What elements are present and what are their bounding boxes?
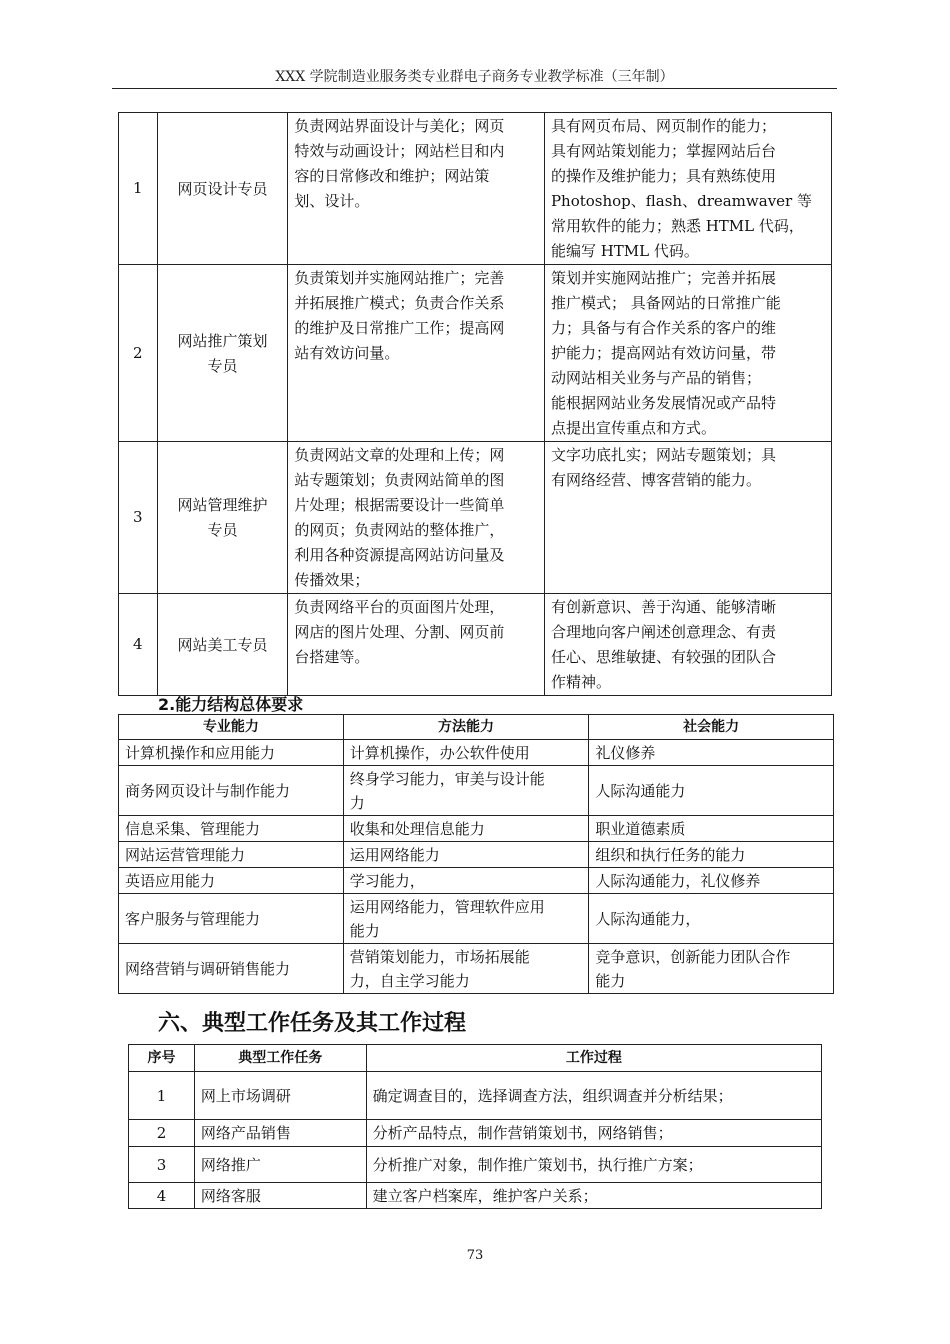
column-header: 专业能力: [119, 715, 344, 740]
table-row: [129, 1147, 822, 1183]
position-line: 网站管理维护: [177, 496, 268, 514]
method-cell: 运用网络能力: [343, 842, 589, 868]
task-cell: 网络推广: [194, 1147, 366, 1183]
table-row: [119, 842, 834, 868]
social-cell: 职业道德素质: [589, 816, 834, 842]
social-cell: [589, 944, 834, 994]
method-line: 力: [349, 794, 365, 812]
row-number: 1: [119, 113, 158, 265]
social-cell: 人际沟通能力，礼仪修养: [589, 868, 834, 894]
method-cell: 计算机操作，办公软件使用: [343, 740, 589, 766]
abilities-line: 推广模式； 具备网站的日常推广能: [550, 294, 781, 312]
column-header: 方法能力: [343, 715, 589, 740]
pro-cell: 网站运营管理能力: [119, 842, 344, 868]
row-number: 2: [129, 1120, 195, 1147]
abilities-line: 策划并实施网站推广；完善并拓展: [550, 269, 776, 287]
position-line: 专员: [207, 521, 238, 539]
header-rule: [112, 88, 837, 89]
social-cell: 人际沟通能力: [589, 766, 834, 816]
position-cell: [157, 265, 288, 442]
method-line: 力，自主学习能力: [349, 972, 470, 990]
duties-line: 利用各种资源提高网站访问量及: [294, 546, 505, 564]
process-cell: 确定调查目的，选择调查方法，组织调查并分析结果；: [366, 1072, 821, 1120]
abilities-line: 具有网页布局、网页制作的能力；: [550, 117, 776, 135]
abilities-line: 任心、思维敏捷、有较强的团队合: [550, 648, 776, 666]
process-cell: 建立客户档案库，维护客户关系；: [366, 1183, 821, 1209]
section-heading: 六、典型工作任务及其工作过程: [158, 1011, 467, 1036]
duties-line: 容的日常修改和维护；网站策: [294, 167, 490, 185]
task-cell: 网络客服: [194, 1183, 366, 1209]
column-header: 工作过程: [366, 1045, 821, 1072]
table-row: [119, 442, 832, 594]
abilities-line: 护能力；提高网站有效访问量，带: [550, 344, 776, 362]
pro-cell: 商务网页设计与制作能力: [119, 766, 344, 816]
row-number: 2: [119, 265, 158, 442]
position-cell: [157, 113, 288, 265]
table-row: [119, 113, 832, 265]
abilities-line: 作精神。: [550, 673, 611, 691]
duties-line: 站有效访问量。: [294, 344, 400, 362]
duties-line: 并拓展推广模式；负责合作关系: [294, 294, 505, 312]
table-row: [129, 1072, 822, 1120]
ability-structure-table: [118, 714, 834, 994]
table-row: [119, 766, 834, 816]
duties-line: 特效与动画设计；网站栏目和内: [294, 142, 505, 160]
duties-cell: [288, 594, 545, 696]
abilities-cell: [544, 442, 831, 594]
tasks-table: [128, 1044, 822, 1209]
task-cell: 网络产品销售: [194, 1120, 366, 1147]
method-cell: [343, 766, 589, 816]
duties-cell: [288, 113, 545, 265]
abilities-cell: [544, 594, 831, 696]
duties-cell: [288, 265, 545, 442]
social-cell: 人际沟通能力，: [589, 894, 834, 944]
pro-cell: 信息采集、管理能力: [119, 816, 344, 842]
task-cell: 网上市场调研: [194, 1072, 366, 1120]
abilities-line: 的操作及维护能力；具有熟练使用: [550, 167, 776, 185]
table-row: [119, 868, 834, 894]
duties-line: 片处理；根据需要设计一些简单: [294, 496, 505, 514]
abilities-line: 动网站相关业务与产品的销售；: [550, 369, 761, 387]
pro-cell: 计算机操作和应用能力: [119, 740, 344, 766]
position-cell: [157, 594, 288, 696]
column-header: 序号: [129, 1045, 195, 1072]
abilities-line: 常用软件的能力；熟悉 HTML 代码，: [550, 217, 804, 235]
duties-line: 负责网站界面设计与美化；网页: [294, 117, 505, 135]
method-line: 运用网络能力，管理软件应用: [349, 898, 545, 916]
duties-line: 负责网站文章的处理和上传；网: [294, 446, 505, 464]
process-cell: 分析产品特点，制作营销策划书，网络销售；: [366, 1120, 821, 1147]
method-cell: 收集和处理信息能力: [343, 816, 589, 842]
page-header: XXX 学院制造业服务类专业群电子商务专业教学标准（三年制）: [275, 69, 674, 85]
position-line: 网页设计专员: [177, 179, 268, 198]
duties-line: 的网页；负责网站的整体推广，: [294, 521, 505, 539]
social-line: 能力: [595, 972, 626, 990]
method-cell: 学习能力，: [343, 868, 589, 894]
table-row: [119, 816, 834, 842]
method-line: 能力: [349, 922, 380, 940]
row-number: 3: [129, 1147, 195, 1183]
abilities-line: 力；具备与有合作关系的客户的维: [550, 319, 776, 337]
process-cell: 分析推广对象，制作推广策划书，执行推广方案；: [366, 1147, 821, 1183]
position-line: 专员: [207, 356, 238, 375]
social-cell: 礼仪修养: [589, 740, 834, 766]
method-cell: [343, 944, 589, 994]
duties-line: 站专题策划；负责网站简单的图: [294, 471, 505, 489]
abilities-line: 文字功底扎实；网站专题策划；具: [550, 446, 776, 464]
abilities-line: 具有网站策划能力；掌握网站后台: [550, 142, 776, 160]
column-header: 社会能力: [589, 715, 834, 740]
abilities-line: 有网络经营、博客营销的能力。: [550, 471, 761, 489]
duties-line: 台搭建等。: [294, 648, 370, 666]
duties-line: 的维护及日常推广工作；提高网: [294, 319, 505, 337]
method-line: 营销策划能力，市场拓展能: [349, 948, 530, 966]
row-number: 3: [119, 442, 158, 594]
pro-cell: 客户服务与管理能力: [119, 894, 344, 944]
duties-line: 负责网络平台的页面图片处理，: [294, 598, 505, 616]
position-line: 网站美工专员: [177, 635, 268, 654]
pro-cell: 网络营销与调研销售能力: [119, 944, 344, 994]
abilities-cell: [544, 113, 831, 265]
abilities-line: Photoshop、flash、dreamwaver 等: [550, 192, 812, 210]
pro-cell: 英语应用能力: [119, 868, 344, 894]
position-line: 网站推广策划: [177, 331, 268, 350]
table-header-row: [129, 1045, 822, 1072]
abilities-line: 能根据网站业务发展情况或产品特: [550, 394, 776, 412]
abilities-line: 有创新意识、善于沟通、能够清晰: [550, 598, 776, 616]
duties-line: 传播效果；: [294, 571, 370, 589]
table-header-row: [119, 715, 834, 740]
duties-cell: [288, 442, 545, 594]
abilities-line: 点提出宣传重点和方式。: [550, 419, 716, 437]
page-number: 73: [466, 1248, 484, 1263]
table-row: [119, 894, 834, 944]
method-line: 终身学习能力，审美与设计能: [349, 770, 545, 788]
row-number: 4: [129, 1183, 195, 1209]
social-line: 竞争意识，创新能力团队合作: [595, 948, 791, 966]
table-row: [129, 1120, 822, 1147]
position-cell: [157, 442, 288, 594]
duties-line: 网店的图片处理、分割、网页前: [294, 623, 505, 641]
column-header: 典型工作任务: [194, 1045, 366, 1072]
row-number: 4: [119, 594, 158, 696]
table-row: [119, 740, 834, 766]
section-heading: 2.能力结构总体要求: [158, 695, 304, 714]
method-cell: [343, 894, 589, 944]
social-cell: 组织和执行任务的能力: [589, 842, 834, 868]
table-row: [119, 594, 832, 696]
table-row: [119, 265, 832, 442]
row-number: 1: [129, 1072, 195, 1120]
positions-table: [118, 112, 832, 696]
table-row: [129, 1183, 822, 1209]
duties-line: 负责策划并实施网站推广；完善: [294, 269, 505, 287]
abilities-cell: [544, 265, 831, 442]
abilities-line: 合理地向客户阐述创意理念、有责: [550, 623, 776, 641]
table-row: [119, 944, 834, 994]
duties-line: 划、设计。: [294, 192, 370, 210]
abilities-line: 能编写 HTML 代码。: [550, 242, 699, 260]
